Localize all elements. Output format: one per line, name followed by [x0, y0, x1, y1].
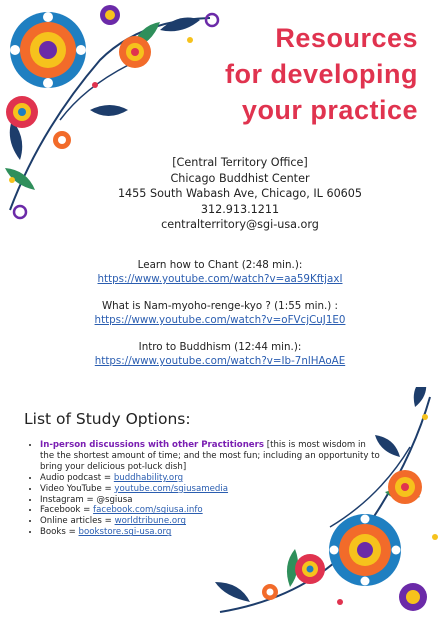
office-name: [Central Territory Office] — [172, 156, 308, 169]
address: 1455 South Wabash Ave, Chicago, IL 60605 — [117, 187, 363, 200]
resource-label: What is Nam-myoho-renge-kyo ? (1:55 min.) : — [101, 300, 339, 312]
resource-link[interactable]: https://www.youtube.com/watch?v=Ib-7nlHAoAE — [94, 355, 346, 367]
resource-link[interactable]: https://www.youtube.com/watch?v=oFVcjCuJ1E0 — [94, 314, 346, 326]
list-item — [40, 473, 380, 484]
title-line-3: your practice — [241, 95, 418, 125]
title-line-1: Resources — [275, 23, 418, 53]
resource-item — [40, 258, 400, 286]
podcast-link[interactable]: buddhability.org — [113, 472, 184, 483]
resource-item — [40, 299, 400, 327]
study-highlight: In-person discussions with other Practitioners — [40, 440, 264, 450]
resource-label: Intro to Buddhism (12:44 min.): — [138, 341, 302, 353]
study-options-list — [22, 440, 380, 538]
resource-link[interactable]: https://www.youtube.com/watch?v=aa59KftjaxI — [97, 273, 343, 285]
contact-block — [90, 155, 390, 233]
study-description: [this is most wisdom in the the shortest amount of time; and the most fun; including an opportunity to bring your delicious pot-luck dish] — [40, 440, 380, 472]
email-address: centralterritory@sgi-usa.org — [161, 218, 319, 231]
list-item — [40, 527, 380, 538]
list-item — [40, 505, 380, 516]
item-label: Video YouTube = — [40, 483, 115, 494]
study-heading: List of Study Options: — [24, 410, 191, 428]
resource-label: Learn how to Chant (2:48 min.): — [137, 259, 303, 271]
list-item — [40, 495, 380, 506]
page-title — [225, 20, 418, 128]
item-label: Facebook = — [40, 505, 94, 516]
item-label: Books = — [40, 527, 79, 538]
item-label: Audio podcast = — [40, 472, 114, 483]
list-item — [40, 484, 380, 495]
item-label: Online articles = — [40, 516, 115, 527]
phone-number: 312.913.1211 — [200, 202, 280, 216]
center-name: Chicago Buddhist Center — [170, 171, 310, 185]
title-line-2: for developing — [224, 59, 418, 89]
facebook-link[interactable]: facebook.com/sgiusa.info — [93, 505, 203, 516]
list-item — [40, 516, 380, 527]
articles-link[interactable]: worldtribune.org — [114, 516, 186, 527]
video-resources — [40, 258, 400, 381]
list-item — [40, 440, 380, 473]
bookstore-link[interactable]: bookstore.sgi-usa.org — [78, 527, 172, 538]
youtube-link[interactable]: youtube.com/sgiusamedia — [114, 483, 229, 494]
resource-item — [40, 340, 400, 368]
item-label: Instagram = @sgiusa — [40, 494, 133, 505]
